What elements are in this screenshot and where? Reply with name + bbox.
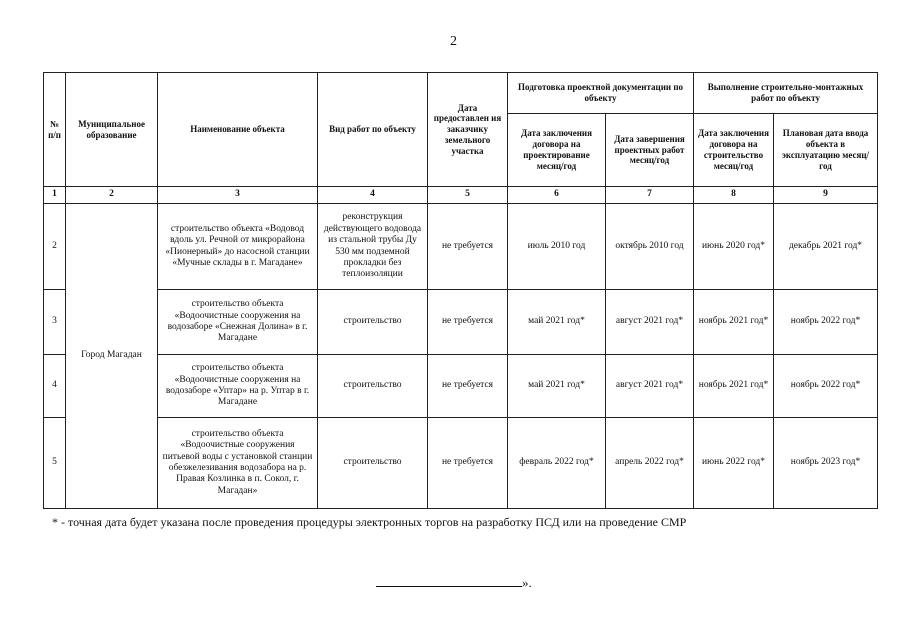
column-number: 3: [158, 187, 318, 204]
design-contract-cell: май 2021 год*: [508, 355, 606, 418]
object-name-cell: строительство объекта «Водовод вдоль ул. Речной от микрорайона «Пионерный» до насосной станции «Мучные склады в г. Магадане»: [158, 204, 318, 290]
commissioning-cell: ноябрь 2022 год*: [774, 355, 878, 418]
header-land-date: Дата предоставлен ия заказчику земельного участка: [428, 73, 508, 187]
work-type-cell: реконструкция действующего водовода из стальной трубы Ду 530 мм подземной прокладки без теплоизоляции: [318, 204, 428, 290]
column-number: 5: [428, 187, 508, 204]
table-row: [44, 355, 878, 418]
column-number: 7: [606, 187, 694, 204]
construction-contract-cell: ноябрь 2021 год*: [694, 290, 774, 355]
land-date-cell: не требуется: [428, 355, 508, 418]
header-work-type: Вид работ по объекту: [318, 73, 428, 187]
table-row: [44, 204, 878, 290]
row-num: 5: [44, 418, 66, 509]
design-completion-cell: август 2021 год*: [606, 290, 694, 355]
column-number: 6: [508, 187, 606, 204]
design-contract-cell: февраль 2022 год*: [508, 418, 606, 509]
commissioning-cell: ноябрь 2023 год*: [774, 418, 878, 509]
header-construction-group: Выполнение строительно-монтажных работ по объекту: [694, 73, 878, 114]
header-construction-contract: Дата заключения договора на строительство месяц/год: [694, 114, 774, 187]
header-municipality: Муниципальное образование: [66, 73, 158, 187]
signature-line: [376, 574, 522, 587]
closing-line: [376, 574, 532, 591]
table-row: [44, 418, 878, 509]
column-number: 9: [774, 187, 878, 204]
design-completion-cell: октябрь 2010 год: [606, 204, 694, 290]
header-object-name: Наименование объекта: [158, 73, 318, 187]
header-commissioning: Плановая дата ввода объекта в эксплуатацию месяц/год: [774, 114, 878, 187]
land-date-cell: не требуется: [428, 290, 508, 355]
object-name-cell: строительство объекта «Водоочистные сооружения на водозаборе «Снежная Долина» в г. Магадане: [158, 290, 318, 355]
land-date-cell: не требуется: [428, 418, 508, 509]
design-completion-cell: апрель 2022 год*: [606, 418, 694, 509]
column-number: 1: [44, 187, 66, 204]
design-contract-cell: май 2021 год*: [508, 290, 606, 355]
object-name-cell: строительство объекта «Водоочистные сооружения питьевой воды с установкой станции обезжелезивания водозабора на р. Правая Козлинка в п. Сокол, г. Магадан»: [158, 418, 318, 509]
design-contract-cell: июль 2010 год: [508, 204, 606, 290]
row-num: 2: [44, 204, 66, 290]
column-numbers-row: [44, 187, 878, 204]
footnote: * - точная дата будет указана после проведения процедуры электронных торгов на разработку ПСД или на проведение СМР: [52, 515, 687, 529]
column-number: 4: [318, 187, 428, 204]
commissioning-cell: ноябрь 2022 год*: [774, 290, 878, 355]
work-type-cell: строительство: [318, 290, 428, 355]
row-num: 3: [44, 290, 66, 355]
header-design-contract: Дата заключения договора на проектирование месяц/год: [508, 114, 606, 187]
construction-contract-cell: июнь 2020 год*: [694, 204, 774, 290]
work-type-cell: строительство: [318, 355, 428, 418]
object-name-cell: строительство объекта «Водоочистные сооружения на водозаборе «Уптар» на р. Уптар в г. Магадане: [158, 355, 318, 418]
commissioning-cell: декабрь 2021 год*: [774, 204, 878, 290]
work-type-cell: строительство: [318, 418, 428, 509]
closing-mark: ».: [522, 575, 532, 590]
row-num: 4: [44, 355, 66, 418]
objects-table: [43, 72, 878, 509]
land-date-cell: не требуется: [428, 204, 508, 290]
column-number: 8: [694, 187, 774, 204]
construction-contract-cell: ноябрь 2021 год*: [694, 355, 774, 418]
design-completion-cell: август 2021 год*: [606, 355, 694, 418]
header-row-1: [44, 73, 878, 114]
header-design-group: Подготовка проектной документации по объекту: [508, 73, 694, 114]
construction-contract-cell: июнь 2022 год*: [694, 418, 774, 509]
column-number: 2: [66, 187, 158, 204]
header-num: № п/п: [44, 73, 66, 187]
municipality-cell: Город Магадан: [66, 204, 158, 509]
page-number: 2: [450, 34, 457, 49]
table-row: [44, 290, 878, 355]
header-design-completion: Дата завершения проектных работ месяц/год: [606, 114, 694, 187]
